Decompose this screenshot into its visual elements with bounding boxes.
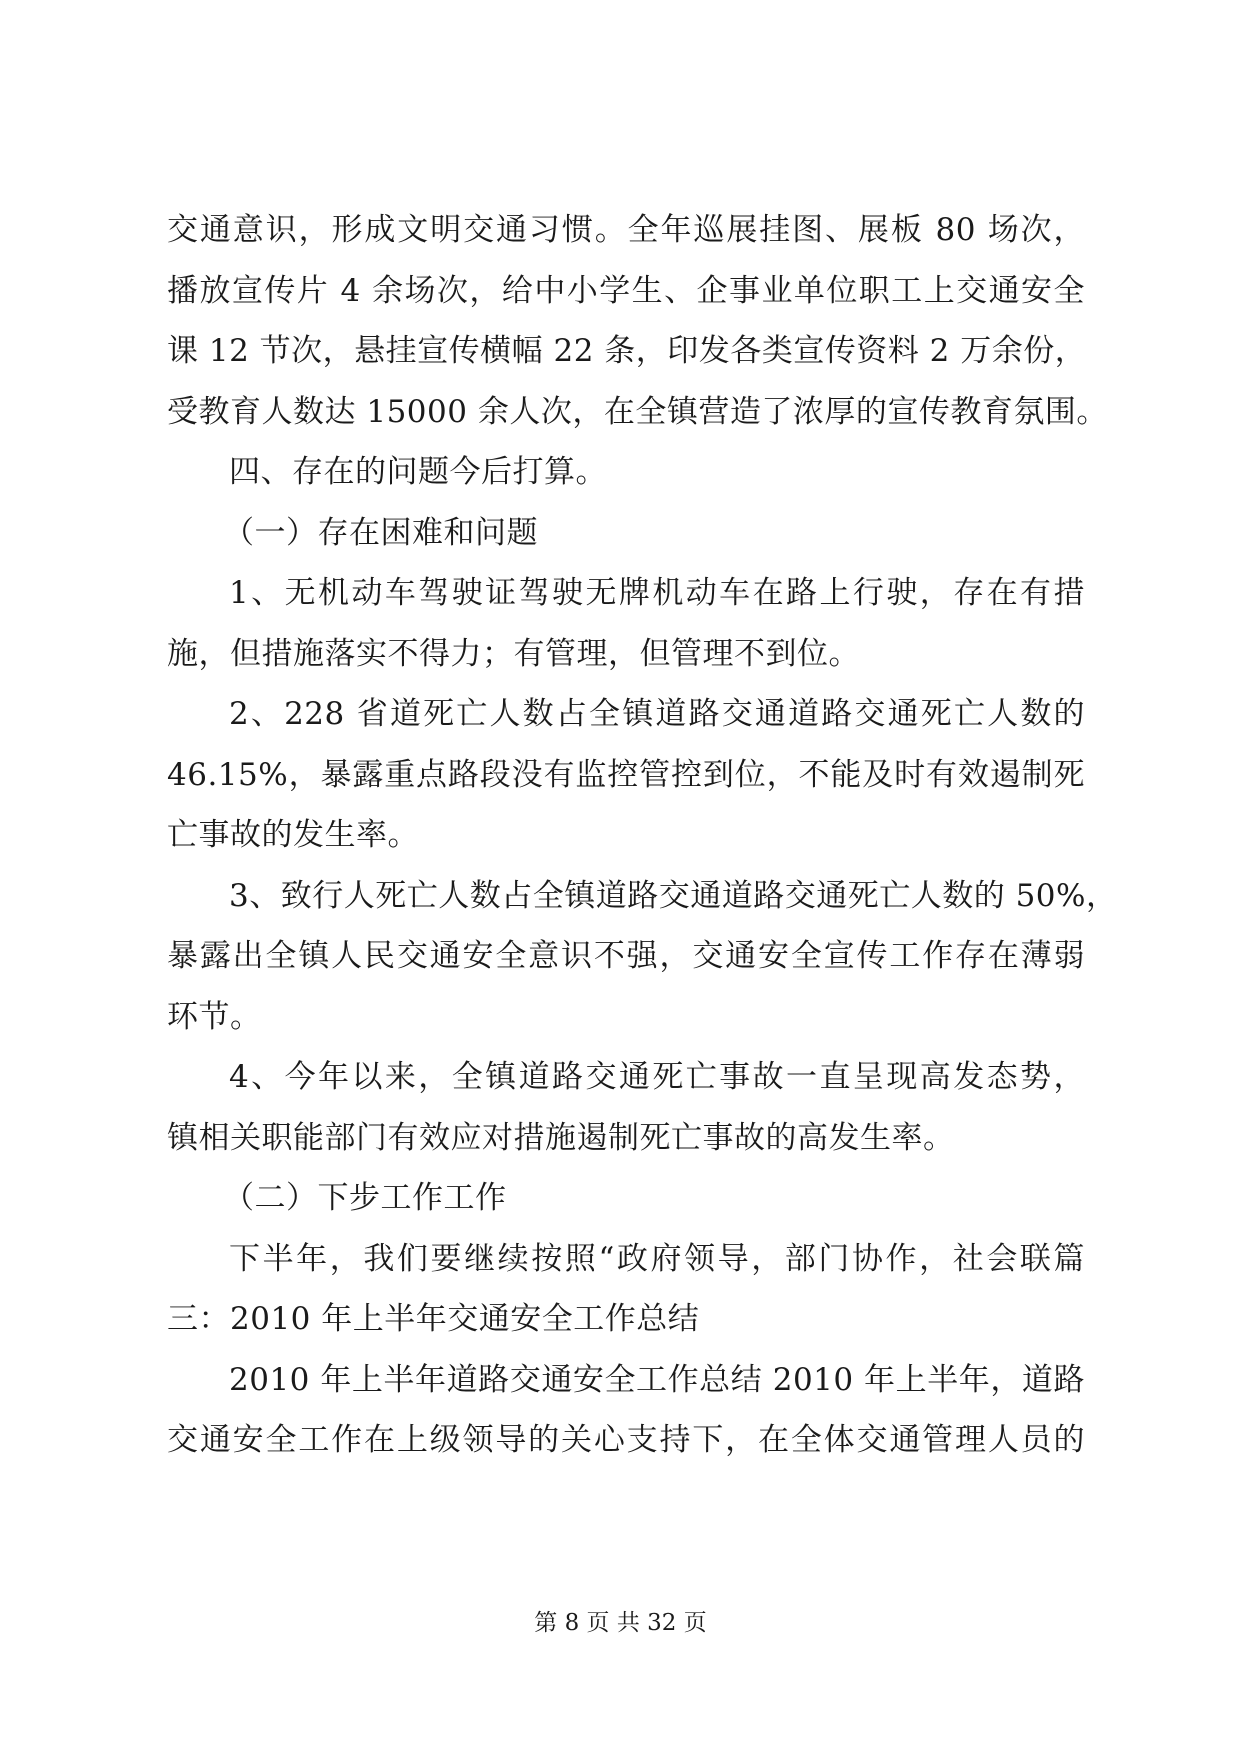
subsection-heading: （一）存在困难和问题	[223, 514, 538, 551]
text-line: 环节。	[167, 998, 262, 1035]
text-line: 4、今年以来，全镇道路交通死亡事故一直呈现高发态势，	[229, 1059, 1085, 1095]
text-line: 46.15%，暴露重点路段没有监控管控到位，不能及时有效遏制死	[167, 756, 1085, 793]
text-line: 下半年，我们要继续按照“政府领导，部门协作，社会联篇	[229, 1240, 1085, 1277]
text-line: 3、致行人死亡人数占全镇道路交通道路交通死亡人数的 50%，	[229, 877, 1118, 914]
article-heading: 三：2010 年上半年交通安全工作总结	[167, 1301, 700, 1337]
text-line: 暴露出全镇人民交通安全意识不强，交通安全宣传工作存在薄弱	[167, 938, 1085, 974]
text-line: 2、228 省道死亡人数占全镇道路交通道路交通死亡人数的	[229, 696, 1085, 732]
subsection-heading: （二）下步工作工作	[223, 1180, 507, 1216]
text-line: 课 12 节次，悬挂宣传横幅 22 条，印发各类宣传资料 2 万余份，	[167, 333, 1087, 369]
text-line: 亡事故的发生率。	[167, 817, 419, 853]
text-line: 播放宣传片 4 余场次，给中小学生、企事业单位职工上交通安全	[167, 272, 1085, 309]
text-line: 受教育人数达 15000 余人次，在全镇营造了浓厚的宣传教育氛围。	[167, 393, 1108, 430]
text-line: 施，但措施落实不得力；有管理，但管理不到位。	[167, 635, 860, 672]
text-line: 交通安全工作在上级领导的关心支持下，在全体交通管理人员的	[167, 1422, 1085, 1458]
body-text	[167, 200, 1118, 1471]
text-line: 2010 年上半年道路交通安全工作总结 2010 年上半年，道路	[229, 1361, 1085, 1398]
page-footer: 第 8 页 共 32 页	[534, 1610, 707, 1636]
text-line: 1、无机动车驾驶证驾驶无牌机动车在路上行驶，存在有措	[229, 575, 1085, 611]
text-line: 交通意识，形成文明交通习惯。全年巡展挂图、展板 80 场次，	[167, 212, 1085, 248]
section-heading: 四、存在的问题今后打算。	[229, 454, 607, 490]
text-line: 镇相关职能部门有效应对措施遏制死亡事故的高发生率。	[167, 1119, 955, 1156]
